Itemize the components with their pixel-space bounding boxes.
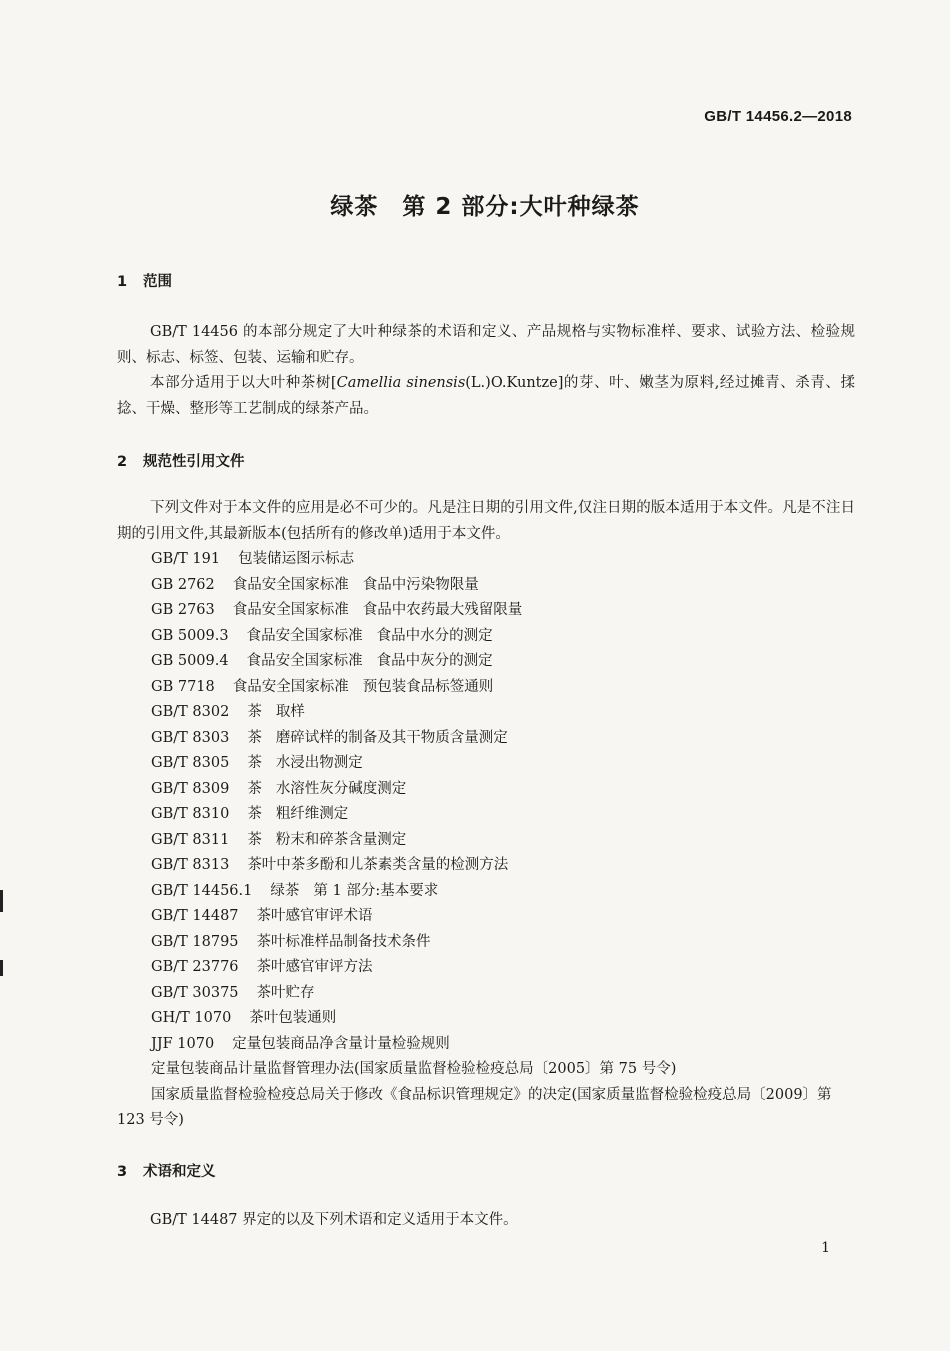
section-1-paragraph-1: GB/T 14456 的本部分规定了大叶种绿茶的术语和定义、产品规格与实物标准样、要求、试验方法、检验规则、标志、标签、包装、运输和贮存。 [117, 324, 855, 366]
section-1-paragraph-2 [117, 371, 855, 422]
reference-item: GB/T 8303 茶 磨碎试样的制备及其干物质含量测定 [151, 729, 508, 746]
reference-extra-1: 定量包装商品计量监督管理办法(国家质量监督检验检疫总局〔2005〕第 75 号令) [151, 1061, 677, 1077]
reference-item: GB/T 8313 茶叶中茶多酚和儿茶素类含量的检测方法 [151, 857, 509, 873]
reference-item: GB 5009.4 食品安全国家标准 食品中灰分的测定 [151, 653, 493, 669]
reference-item: GB/T 30375 茶叶贮存 [151, 984, 315, 1001]
section-2-heading [117, 450, 245, 471]
section-3-paragraph-1: GB/T 14487 界定的以及下列术语和定义适用于本文件。 [150, 1212, 518, 1228]
standard-code: GB/T 14456.2—2018 [704, 108, 852, 125]
reference-list [117, 547, 855, 1134]
reference-item: GB/T 8310 茶 粗纤维测定 [151, 806, 349, 822]
scan-edge-mark [0, 890, 3, 912]
scan-edge-mark [0, 960, 3, 976]
section-2-intro: 下列文件对于本文件的应用是必不可少的。凡是注日期的引用文件,仅注日期的版本适用于本文件。凡是不注日期的引用文件,其最新版本(包括所有的修改单)适用于本文件。 [117, 500, 855, 542]
reference-item: GH/T 1070 茶叶包装通则 [151, 1010, 337, 1026]
section-2-number: 2 [117, 454, 128, 470]
reference-item: GB/T 8302 茶 取样 [151, 704, 305, 720]
latin-name: Camellia sinensis [336, 375, 466, 391]
reference-item: GB 5009.3 食品安全国家标准 食品中水分的测定 [151, 627, 493, 644]
document-title [0, 188, 950, 221]
reference-item: GB/T 18795 茶叶标准样品制备技术条件 [151, 933, 431, 950]
reference-item: GB/T 191 包装储运图示标志 [151, 551, 355, 567]
reference-item: GB/T 14456.1 绿茶 第 1 部分:基本要求 [151, 882, 439, 899]
section-1-p2-before: 本部分适用于以大叶种茶树[ [150, 375, 337, 391]
section-1-heading [117, 270, 172, 291]
section-1-p2-after: (L.)O.Kuntze]的芽、叶、嫩茎为原料,经过摊青、杀青、揉捻、干燥、整形等工艺制成的绿茶产品。 [117, 375, 856, 417]
section-3-heading [117, 1160, 216, 1181]
page-number: 1 [821, 1240, 830, 1256]
section-1-title: 范围 [143, 274, 172, 290]
reference-item: GB/T 23776 茶叶感官审评方法 [151, 959, 373, 975]
reference-item: GB 7718 食品安全国家标准 预包装食品标签通则 [151, 678, 494, 695]
reference-item: GB 2762 食品安全国家标准 食品中污染物限量 [151, 576, 479, 593]
reference-item: JJF 1070 定量包装商品净含量计量检验规则 [151, 1035, 450, 1052]
reference-extra-2: 国家质量监督检验检疫总局关于修改《食品标识管理规定》的决定(国家质量监督检验检疫总局〔2009〕第 123 号令) [117, 1086, 832, 1128]
reference-item: GB/T 8311 茶 粉末和碎茶含量测定 [151, 831, 407, 848]
section-3-title: 术语和定义 [143, 1164, 216, 1180]
reference-item: GB/T 14487 茶叶感官审评术语 [151, 908, 373, 924]
title-part-1: 绿茶 [330, 194, 379, 220]
title-part-2: 第 2 部分:大叶种绿茶 [402, 194, 640, 220]
section-1-number: 1 [117, 274, 128, 290]
section-2-title: 规范性引用文件 [143, 454, 245, 470]
reference-item: GB 2763 食品安全国家标准 食品中农药最大残留限量 [151, 602, 523, 618]
reference-item: GB/T 8309 茶 水溶性灰分碱度测定 [151, 780, 407, 797]
reference-item: GB/T 8305 茶 水浸出物测定 [151, 755, 363, 771]
section-3-number: 3 [117, 1164, 128, 1180]
